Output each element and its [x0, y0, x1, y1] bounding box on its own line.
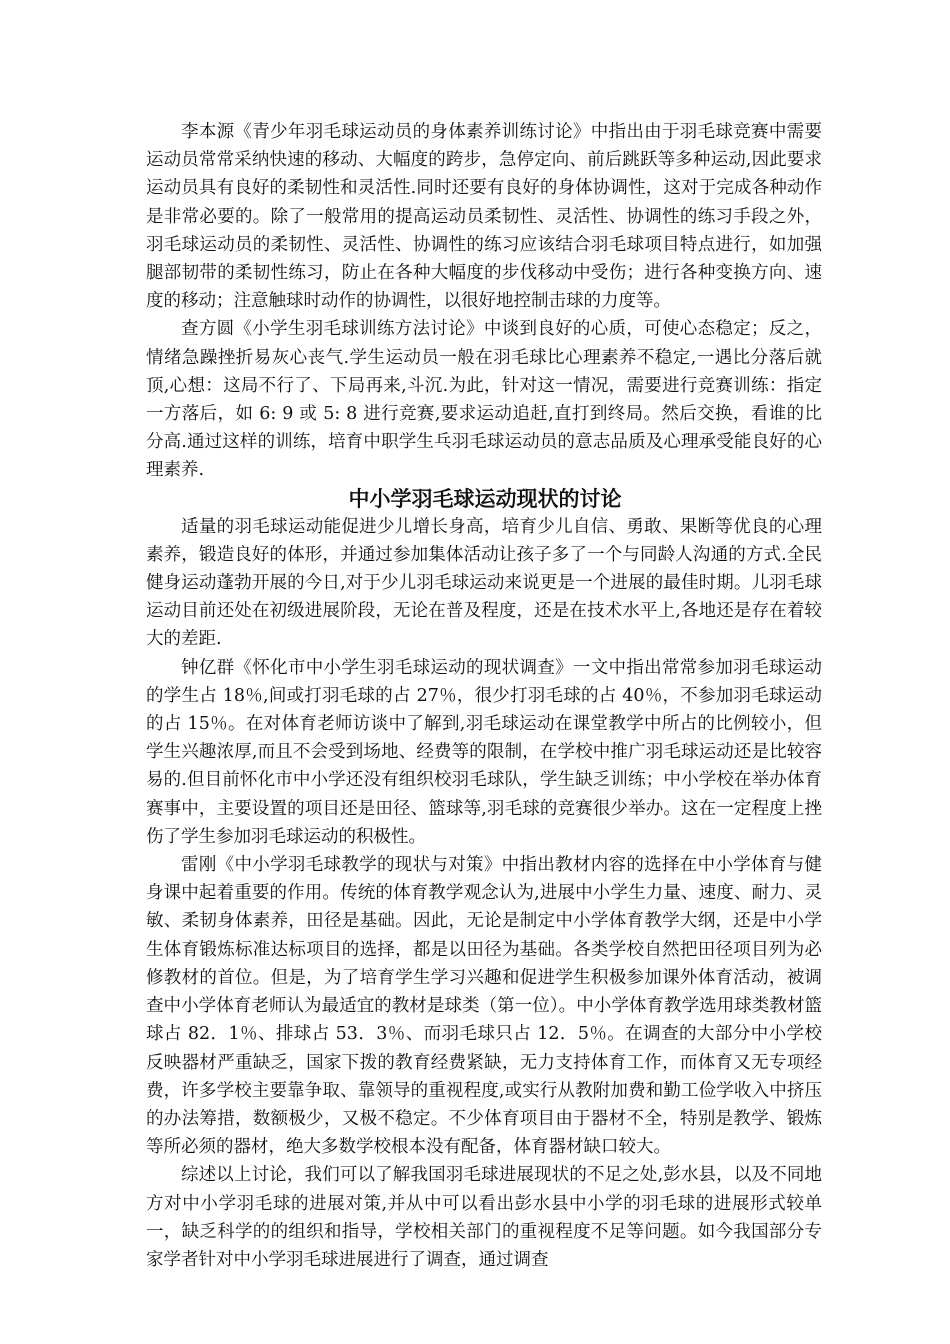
paragraph-cha-fangyuan: 查方圆《小学生羽毛球训练方法讨论》中谈到良好的心质，可使心态稳定；反之，情绪急躁挫折易灰心丧气.学生运动员一般在羽毛球比心理素养不稳定,一遇比分落后就顶,心想：这局不行了、下局再来,斗沉.为此，针对这一情况，需要进行竞赛训练：指定一方落后，如 6: 9 或 5: 8 进行竞赛,要求运动追赶,直打到终局。然后交换，看谁的比分高.通过这样的训练，培育中职学生乓羽毛球运动员的意志品质及心理承受能良好的心理素养.: [146, 319, 822, 481]
section-heading: 中小学羽毛球运动现状的讨论: [348, 485, 622, 511]
document-page: [146, 118, 822, 1274]
paragraph-li-benyuan: 李本源《青少年羽毛球运动员的身体素养训练讨论》中指出由于羽毛球竞赛中需要运动员常常采纳快速的移动、大幅度的跨步，急停定向、前后跳跃等多种运动,因此要求运动员具有良好的柔韧性和灵活性.同时还要有良好的身体协调性，这对于完成各种动作是非常必要的。除了一般常用的提高运动员柔韧性、灵活性、协调性的练习手段之外，羽毛球运动员的柔韧性、灵活性、协调性的练习应该结合羽毛球项目特点进行，如加强腿部韧带的柔韧性练习，防止在各种大幅度的步伐移动中受伤；进行各种变换方向、速度的移动；注意触球时动作的协调性，以很好地控制击球的力度等。: [146, 122, 822, 312]
paragraph-lei-gang: 雷刚《中小学羽毛球教学的现状与对策》中指出教材内容的选择在中小学体育与健身课中起着重要的作用。传统的体育教学观念认为,进展中小学生力量、速度、耐力、灵敏、柔韧身体素养，田径是基础。因此，无论是制定中小学体育教学大纲，还是中小学生体育锻炼标准达标项目的选择，都是以田径为基础。各类学校自然把田径项目列为必修教材的首位。但是，为了培育学生学习兴趣和促进学生积极参加课外体育活动，被调查中小学体育老师认为最适宜的教材是球类（第一位）。中小学体育教学选用球类教材篮球占 82．1％、排球占 53．3％、而羽毛球只占 12．5％。在调查的大部分中小学校反映器材严重缺乏，国家下拨的教育经费紧缺，无力支持体育工作，而体育又无专项经费，许多学校主要靠争取、靠领导的重视程度,或实行从教附加费和勤工俭学收入中挤压的办法筹措，数额极少，又极不稳定。不少体育项目由于器材不全，特别是教学、锻炼等所必须的器材，绝大多数学校根本没有配备，体育器材缺口较大。: [146, 855, 822, 1158]
paragraph-summary: 综述以上讨论，我们可以了解我国羽毛球进展现状的不足之处,彭水县，以及不同地方对中小学羽毛球的进展对策,并从中可以看出彭水县中小学的羽毛球的进展形式较单一，缺乏科学的的组织和指导，学校相关部门的重视程度不足等问题。如今我国部分专家学者针对中小学羽毛球进展进行了调查，通过调查: [146, 1165, 822, 1270]
paragraph-intro: 适量的羽毛球运动能促进少儿增长身高，培育少儿自信、勇敢、果断等优良的心理素养，锻造良好的体形，并通过参加集体活动让孩子多了一个与同龄人沟通的方式.全民健身运动蓬勃开展的今日,对于少儿羽毛球运动来说更是一个进展的最佳时期。儿羽毛球运动目前还处在初级进展阶段，无论在普及程度，还是在技术水平上,各地还是存在着较大的差距.: [146, 516, 822, 650]
paragraph-zhong-yiqun: 钟亿群《怀化市中小学生羽毛球运动的现状调查》一文中指出常常参加羽毛球运动的学生占 18％,间或打羽毛球的占 27％，很少打羽毛球的占 40％，不参加羽毛球运动的占 15％。在对体育老师访谈中了解到,羽毛球运动在课堂教学中所占的比例较小，但学生兴趣浓厚,而且不会受到场地、经费等的限制，在学校中推广羽毛球运动还是比较容易的.但目前怀化市中小学还没有组织校羽毛球队，学生缺乏训练；中小学校在举办体育赛事中，主要设置的项目还是田径、篮球等,羽毛球的竞赛很少举办。这在一定程度上挫伤了学生参加羽毛球运动的积极性。: [146, 657, 822, 847]
